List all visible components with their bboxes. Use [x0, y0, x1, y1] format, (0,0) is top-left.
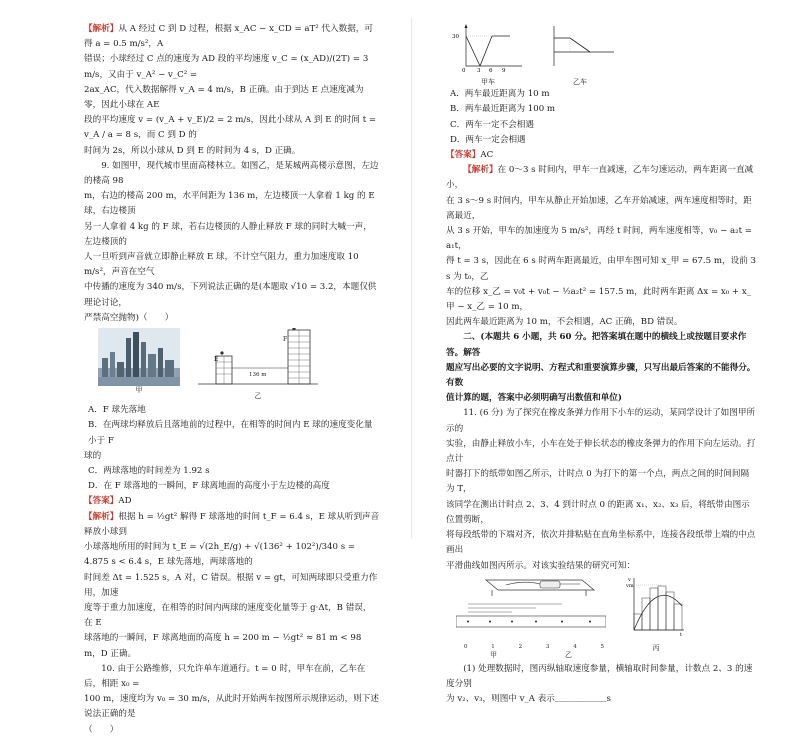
figure-jia [98, 328, 180, 395]
answer-tag: 【答案】 [446, 150, 481, 161]
option-b: B．在两球均释放后且落地前的过程中，在相等的时间内 E 球的速度变化量小于 F [88, 420, 373, 446]
origin-tick: 0 [462, 68, 466, 72]
question-11-stem: 11. (6 分) 为了探究在橡皮条弹力作用下小车的运动，某同学设计了如图甲所示的 [446, 408, 756, 434]
option-d: D．在 F 球落地的一瞬间，F 球离地面的高度小于左边楼的高度 [88, 481, 330, 492]
solution-paragraph-q8: 【解析】从 A 经过 C 到 D 过程，根据 x_AC − x_CD = aT² 代入数据，可得 a = 0.5 m/s²，A [84, 24, 373, 50]
text-line: m，右边的楼高 200 m，水平间距为 136 m，左边楼顶一人拿着 1 kg 的 E 球，右边楼顶 [84, 191, 375, 217]
caption-yi: 乙 [254, 392, 262, 401]
answer-value: AD [118, 496, 132, 507]
analysis-tag: 【解析】 [84, 511, 119, 522]
section-heading: 二、(本题共 6 小题，共 60 分。把答案填在题中的横线上或按题目要求作答。解答 [446, 332, 747, 358]
answer-tag: 【答案】 [84, 496, 119, 507]
text-line: 2ax_AC，代入数据解得 v_A = 4 m/s，B 正确。由于到达 E 点速度减为零，因此小球在 AE [84, 84, 364, 111]
skyline-image [98, 328, 180, 386]
text-line: 实验，由静止释放小车，小车在处于伸长状态的橡皮条弹力的作用下向左运动。打点计 [446, 438, 756, 465]
text-line: 平滑曲线如图丙所示。对该实验结果的研究可知： [446, 560, 636, 571]
text-line: 车的位移 x_乙 = v₀t + v₀t − ½a₂t² = 157.5 m，此时两车距离 Δx = x₀ + x_甲 − x_乙 = 10 m， [446, 286, 751, 313]
text-line: 时间差 Δt = 1.525 s，A 对，C 错误。根据 v = gt，可知两球即只受重力作用，加速 [84, 572, 378, 598]
option-c: C．两车一定不会相遇 [450, 119, 534, 130]
t-axis-label: t [680, 631, 683, 638]
text-line: 时器打下的纸带如图乙所示，计时点 0 为打下的第一个点，两点之间的时间间隔为 T， [446, 469, 750, 495]
question-11-sub1: (1) 处理数据时，图丙纵轴取速度参量，横轴取时间参量，计数点 2、3 的速度分别 [446, 663, 753, 690]
text-line: 时间为 2s，所以小球从 D 到 E 的时间为 4 s，D 正确。 [84, 145, 301, 156]
caption-yi: 乙 [565, 650, 572, 659]
ball-f-label: F [283, 336, 288, 344]
ball-e-label: E [214, 356, 219, 364]
figure-bing [626, 576, 686, 653]
text-line: 得 t = 3 s，因此在 6 s 时两车距离最近，由甲车图可知 x_甲 = 67.5 m，设前 3 s 为 t₀，乙 [446, 256, 756, 282]
graph-yi [544, 22, 616, 87]
text-line: 从 3 s 开始，甲车的加速度为 5 m/s²，再经 t 时间，两车速度相等，v₀ − a₂t = a₁t， [446, 226, 752, 252]
caption-bing: 丙 [652, 643, 660, 652]
text-line: 错误；小球经过 C 点的速度为 AD 段的平均速度 v_C = (x_AD)/(2T) = 3 m/s，又由于 v_A² − v_C² = [84, 54, 369, 80]
question-10-stem: 10. 由于公路维修，只允许单车道通行。t = 0 时，甲车在前，乙车在后，相距 x₀ = [84, 663, 366, 689]
text-line: 因此两车最近距离为 10 m，不会相遇，AC 正确，BD 错误。 [446, 317, 683, 328]
option-d: D．两车一定会相遇 [450, 134, 526, 145]
graph-jia [452, 22, 524, 87]
analysis-tag: 【解析】 [463, 165, 498, 176]
tick-6: 6 [489, 68, 493, 72]
text-line: 人一旦听到声音就立即静止释放 E 球，不计空气阻力，重力加速度取 10 m/s²，声音在空气 [84, 252, 359, 278]
tape-point-labels: 0 1 2 3 4 5 [464, 643, 604, 650]
option-a: A．两车最近距离为 10 m [450, 89, 550, 100]
left-column [84, 22, 380, 738]
city-skyline-photo [98, 328, 180, 386]
answer-line [84, 494, 380, 509]
figure-yi [198, 328, 318, 401]
distance-label: 136 m [249, 372, 267, 379]
caption-jia: 甲 [490, 650, 497, 659]
vt-graph-jia [452, 22, 524, 72]
answer-value: AC [480, 150, 494, 161]
right-column [446, 22, 756, 708]
tick-3: 3 [477, 68, 481, 72]
question-11-figures [456, 576, 756, 660]
tick-9: 9 [502, 68, 506, 72]
option-b: B．两车最近距离为 100 m [450, 104, 556, 115]
text-line: 该同学在测出计时点 2、3、4 到计时点 0 的距离 x₁、x₂、x₃ 后，将纸带由图示位置剪断， [446, 499, 750, 525]
text-line: 严禁高空抛物)（ ） [84, 312, 174, 323]
velocity-time-graphs [452, 22, 756, 87]
option-c: C．两球落地的时间差为 1.92 s [88, 466, 210, 477]
cart-apparatus-diagram [456, 576, 606, 638]
text-line: 小球落地所用的时间为 t_E = √(2h_E/g) + √(136² + 102²)/340 s = 4.875 s < 6.4 s，E 球先落地，两球落地的 [84, 542, 356, 568]
question-9-figures [84, 328, 380, 401]
vm-label: vm [626, 582, 634, 589]
text-line: 100 m，速度均为 v₀ = 30 m/s，从此时开始两车按图所示规律运动，则下述说法正确的是 [84, 694, 379, 720]
section-heading-line: 题应写出必要的文字说明、方程式和重要演算步骤，只写出最后答案的不能得分。有数 [446, 362, 756, 389]
text-line: 在 3 s～9 s 时间内，甲车从静止开始加速，乙车开始减速，两车速度相等时，距离最近， [446, 195, 752, 221]
caption-yi-car: 乙车 [573, 78, 587, 87]
question-9-stem: 9. 如图甲，现代城市里面高楼林立。如图乙，是某城两高楼示意图，左边的楼高 98 [84, 160, 379, 187]
v-axis-label: v [628, 576, 631, 583]
text-line: 中传播的速度为 340 m/s，下列说法正确的是(本题取 √10 = 3.2，本题仅供理论讨论， [84, 282, 377, 308]
answer-line [446, 148, 756, 163]
text-line: 球的 [84, 450, 102, 461]
v30-tick: 30 [452, 34, 459, 40]
analysis-tag: 【解析】 [84, 24, 119, 34]
text-line: （ ） [84, 724, 119, 735]
caption-jia: 甲 [135, 386, 143, 395]
option-a: A．F 球先落地 [88, 405, 146, 416]
figure-cart-and-tape [456, 576, 606, 660]
vt-graph-yi [544, 22, 616, 72]
velocity-histogram [626, 576, 686, 638]
text-line: 段的平均速度 v = (v_A + v_E)/2 = 2 m/s，因此小球从 A 到 E 的时间 t = v_A / a = 8 s，而 C 到 D 的 [84, 115, 377, 141]
solution-paragraph-q9: 【解析】根据 h = ½gt² 解得 F 球落地的时间 t_F = 6.4 s，E 球从听到声音释放小球到 [84, 511, 380, 537]
text-line: 球落地的一瞬间，F 球离地面的高度 h = 200 m − ½gt² ≈ 81 m < 98 m，D 正确。 [84, 633, 362, 659]
column-divider [411, 18, 412, 538]
text-line: 度等于重力加速度，在相等的时间内两球的速度变化量等于 g·Δt，B 错误，在 E [84, 602, 372, 629]
text-line: 将每段纸带的下端对齐，依次并排粘贴在直角坐标系中，连接各段纸带上端的中点画出 [446, 530, 756, 556]
section-heading-line: 值计算的题，答案中必须明确写出数值和单位) [446, 393, 622, 404]
solution-paragraph-q10: 【解析】在 0～3 s 时间内，甲车一直减速，乙车匀速运动，两车距离一直减小， [446, 165, 754, 191]
question-11-sub1-cont: 为 v₂、v₃，则图中 v_A 表示＿＿＿＿＿＿s [446, 694, 611, 705]
text-line: 另一人拿着 4 kg 的 F 球，若右边楼顶的人静止释放 F 球的同时大喊一声，左边楼顶的 [84, 221, 372, 247]
caption-jia-car: 甲车 [481, 78, 495, 87]
